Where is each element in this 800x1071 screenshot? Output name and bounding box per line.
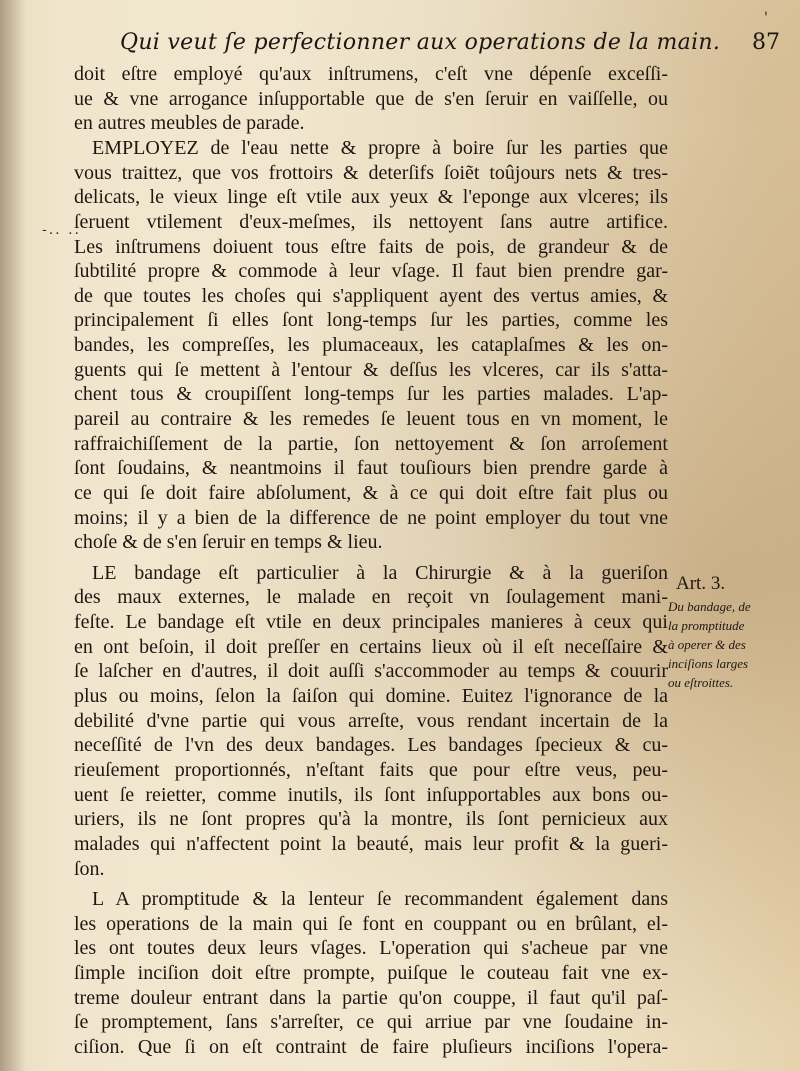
running-head bbox=[120, 30, 780, 64]
text-line: ſont ſoudains, & neantmoins il faut touſiours bien prendre garde à bbox=[74, 457, 668, 480]
text-line: ſeruent vtilement d'eux-meſmes, ils nettoyent ſans autre artifice. bbox=[74, 210, 668, 233]
text-line: LE bandage eſt particulier à la Chirurgie & à la gueriſon bbox=[92, 561, 668, 584]
paragraph-1 bbox=[74, 62, 668, 136]
article-number: Art. 3. bbox=[676, 573, 726, 594]
margin-gloss-line: Du bandage, de bbox=[668, 599, 751, 614]
text-line: L A promptitude & la lenteur ſe recommandent également dans bbox=[92, 888, 668, 911]
text-line: choſe & de s'en ſeruir en temps & lieu. bbox=[74, 531, 383, 554]
text-line: neceſſité de l'vn des deux bandages. Les bandages ſpecieux & cu- bbox=[74, 734, 668, 757]
text-line: de que toutes les choſes qui s'appliquent ayent des vertus amies, & bbox=[74, 284, 668, 307]
text-line: treme douleur entrant dans la partie qu'on couppe, il faut qu'il paſ- bbox=[74, 986, 668, 1009]
text-line: moins; il y a bien de la difference de ne point employer du tout vne bbox=[74, 506, 668, 529]
text-line: principalement ſi elles ſont long-temps ſur les parties, comme les bbox=[74, 309, 668, 332]
text-line: debilité d'vne partie qui vous arreſte, vous rendant incertain de la bbox=[74, 709, 668, 732]
text-line: malades qui n'affectent point la beauté, mais leur profit & la gueri- bbox=[74, 832, 668, 855]
margin-gloss-line: la promptitude bbox=[668, 618, 745, 633]
text-line: chent tous & croupiſſent long-temps ſur les parties malades. L'ap- bbox=[74, 383, 668, 406]
text-line: ſon. bbox=[74, 857, 105, 880]
text-line: feſte. Le bandage eſt vtile en deux principales manieres à ceux qui bbox=[74, 611, 668, 634]
text-line: rieuſement proportionnés, n'eſtant faits que pour eſtre veus, peu- bbox=[74, 758, 668, 781]
text-line: en autres meubles de parade. bbox=[74, 112, 305, 135]
text-line: EMPLOYEZ de l'eau nette & propre à boire ſur les parties que bbox=[92, 136, 668, 159]
margin-gloss-line: inciſions larges bbox=[668, 656, 749, 671]
text-line: delicats, le vieux linge eſt vtile aux yeux & l'eponge aux vlceres; ils bbox=[74, 186, 668, 209]
paragraph-3 bbox=[74, 561, 668, 881]
text-line: guents qui ſe mettent à l'entour & deſſus les vlceres, car ils s'atta- bbox=[74, 358, 668, 381]
text-line: pareil au contraire & les remedes ſe leuent tous en vn moment, le bbox=[74, 407, 668, 430]
text-line: ue & vne arrogance inſupportable que de s'en ſeruir en vaiſſelle, ou bbox=[74, 87, 668, 110]
text-line: en ont beſoin, il doit preſſer en certains lieux où il eſt neceſſaire & bbox=[74, 635, 668, 658]
text-line: vous traittez, que vos frottoirs & deterſifs ſoiẽt toûjours nets & tres- bbox=[74, 161, 668, 184]
corner-mark: ' bbox=[764, 10, 768, 26]
text-line: des maux externes, le malade en reçoit vn ſoulagement mani- bbox=[74, 586, 668, 609]
margin-gloss-line: à operer & des bbox=[668, 637, 746, 652]
margin-ink-mark: -.. .. bbox=[42, 222, 81, 238]
text-line: doit eſtre employé qu'aux inſtrumens, c'eſt vne dépenſe exceſſi- bbox=[74, 63, 668, 85]
text-line: les ont toutes deux leurs vſages. L'operation qui s'acheue par vne bbox=[74, 937, 668, 960]
text-line: les operations de la main qui ſe font en couppant ou en brûlant, el- bbox=[74, 912, 668, 935]
text-line: ce qui ſe doit faire abſolument, & à ce qui doit eſtre fait plus ou bbox=[74, 481, 668, 504]
text-line: ſimple inciſion doit eſtre prompte, puiſque le couteau fait vne ex- bbox=[74, 962, 668, 985]
gutter-shadow bbox=[0, 0, 26, 1071]
body-text bbox=[74, 62, 668, 1060]
paragraph-2 bbox=[74, 136, 668, 555]
text-line: ſe promptement, ſans s'arreſter, ce qui arriue par vne ſoudaine in- bbox=[74, 1011, 668, 1034]
margin-note bbox=[668, 573, 788, 692]
text-line: uent ſe reietter, comme inutils, ils ſont inſupportables aux bons ou- bbox=[74, 783, 668, 806]
text-line: Les inſtrumens doiuent tous eſtre faits de pois, de grandeur & de bbox=[74, 235, 668, 258]
text-line: ſe laſcher en d'autres, il doit auſſi s'accommoder au temps & couurir bbox=[74, 660, 668, 683]
margin-gloss-line: ou eſtroittes. bbox=[668, 675, 734, 690]
running-title: Qui veut ſe perfectionner aux operations de la main. bbox=[120, 30, 721, 55]
text-line: ciſion. Que ſi on eſt contraint de faire pluſieurs inciſions l'opera- bbox=[74, 1036, 668, 1059]
text-line: bandes, les compreſſes, les plumaceaux, les cataplaſmes & les on- bbox=[74, 334, 668, 357]
text-line: plus ou moins, ſelon la ſaiſon qui domine. Euitez l'ignorance de la bbox=[74, 685, 668, 708]
text-line: raffraichiſſement de la partie, ſon nettoyement & ſon arroſement bbox=[74, 432, 668, 455]
page-number: 87 bbox=[752, 30, 780, 55]
text-line: ſubtilité propre & commode à leur vſage. Il faut bien prendre gar- bbox=[74, 260, 668, 283]
paragraph-4 bbox=[74, 887, 668, 1059]
text-line: uriers, ils ne ſont propres qu'à la montre, ils ſont pernicieux aux bbox=[74, 808, 668, 831]
